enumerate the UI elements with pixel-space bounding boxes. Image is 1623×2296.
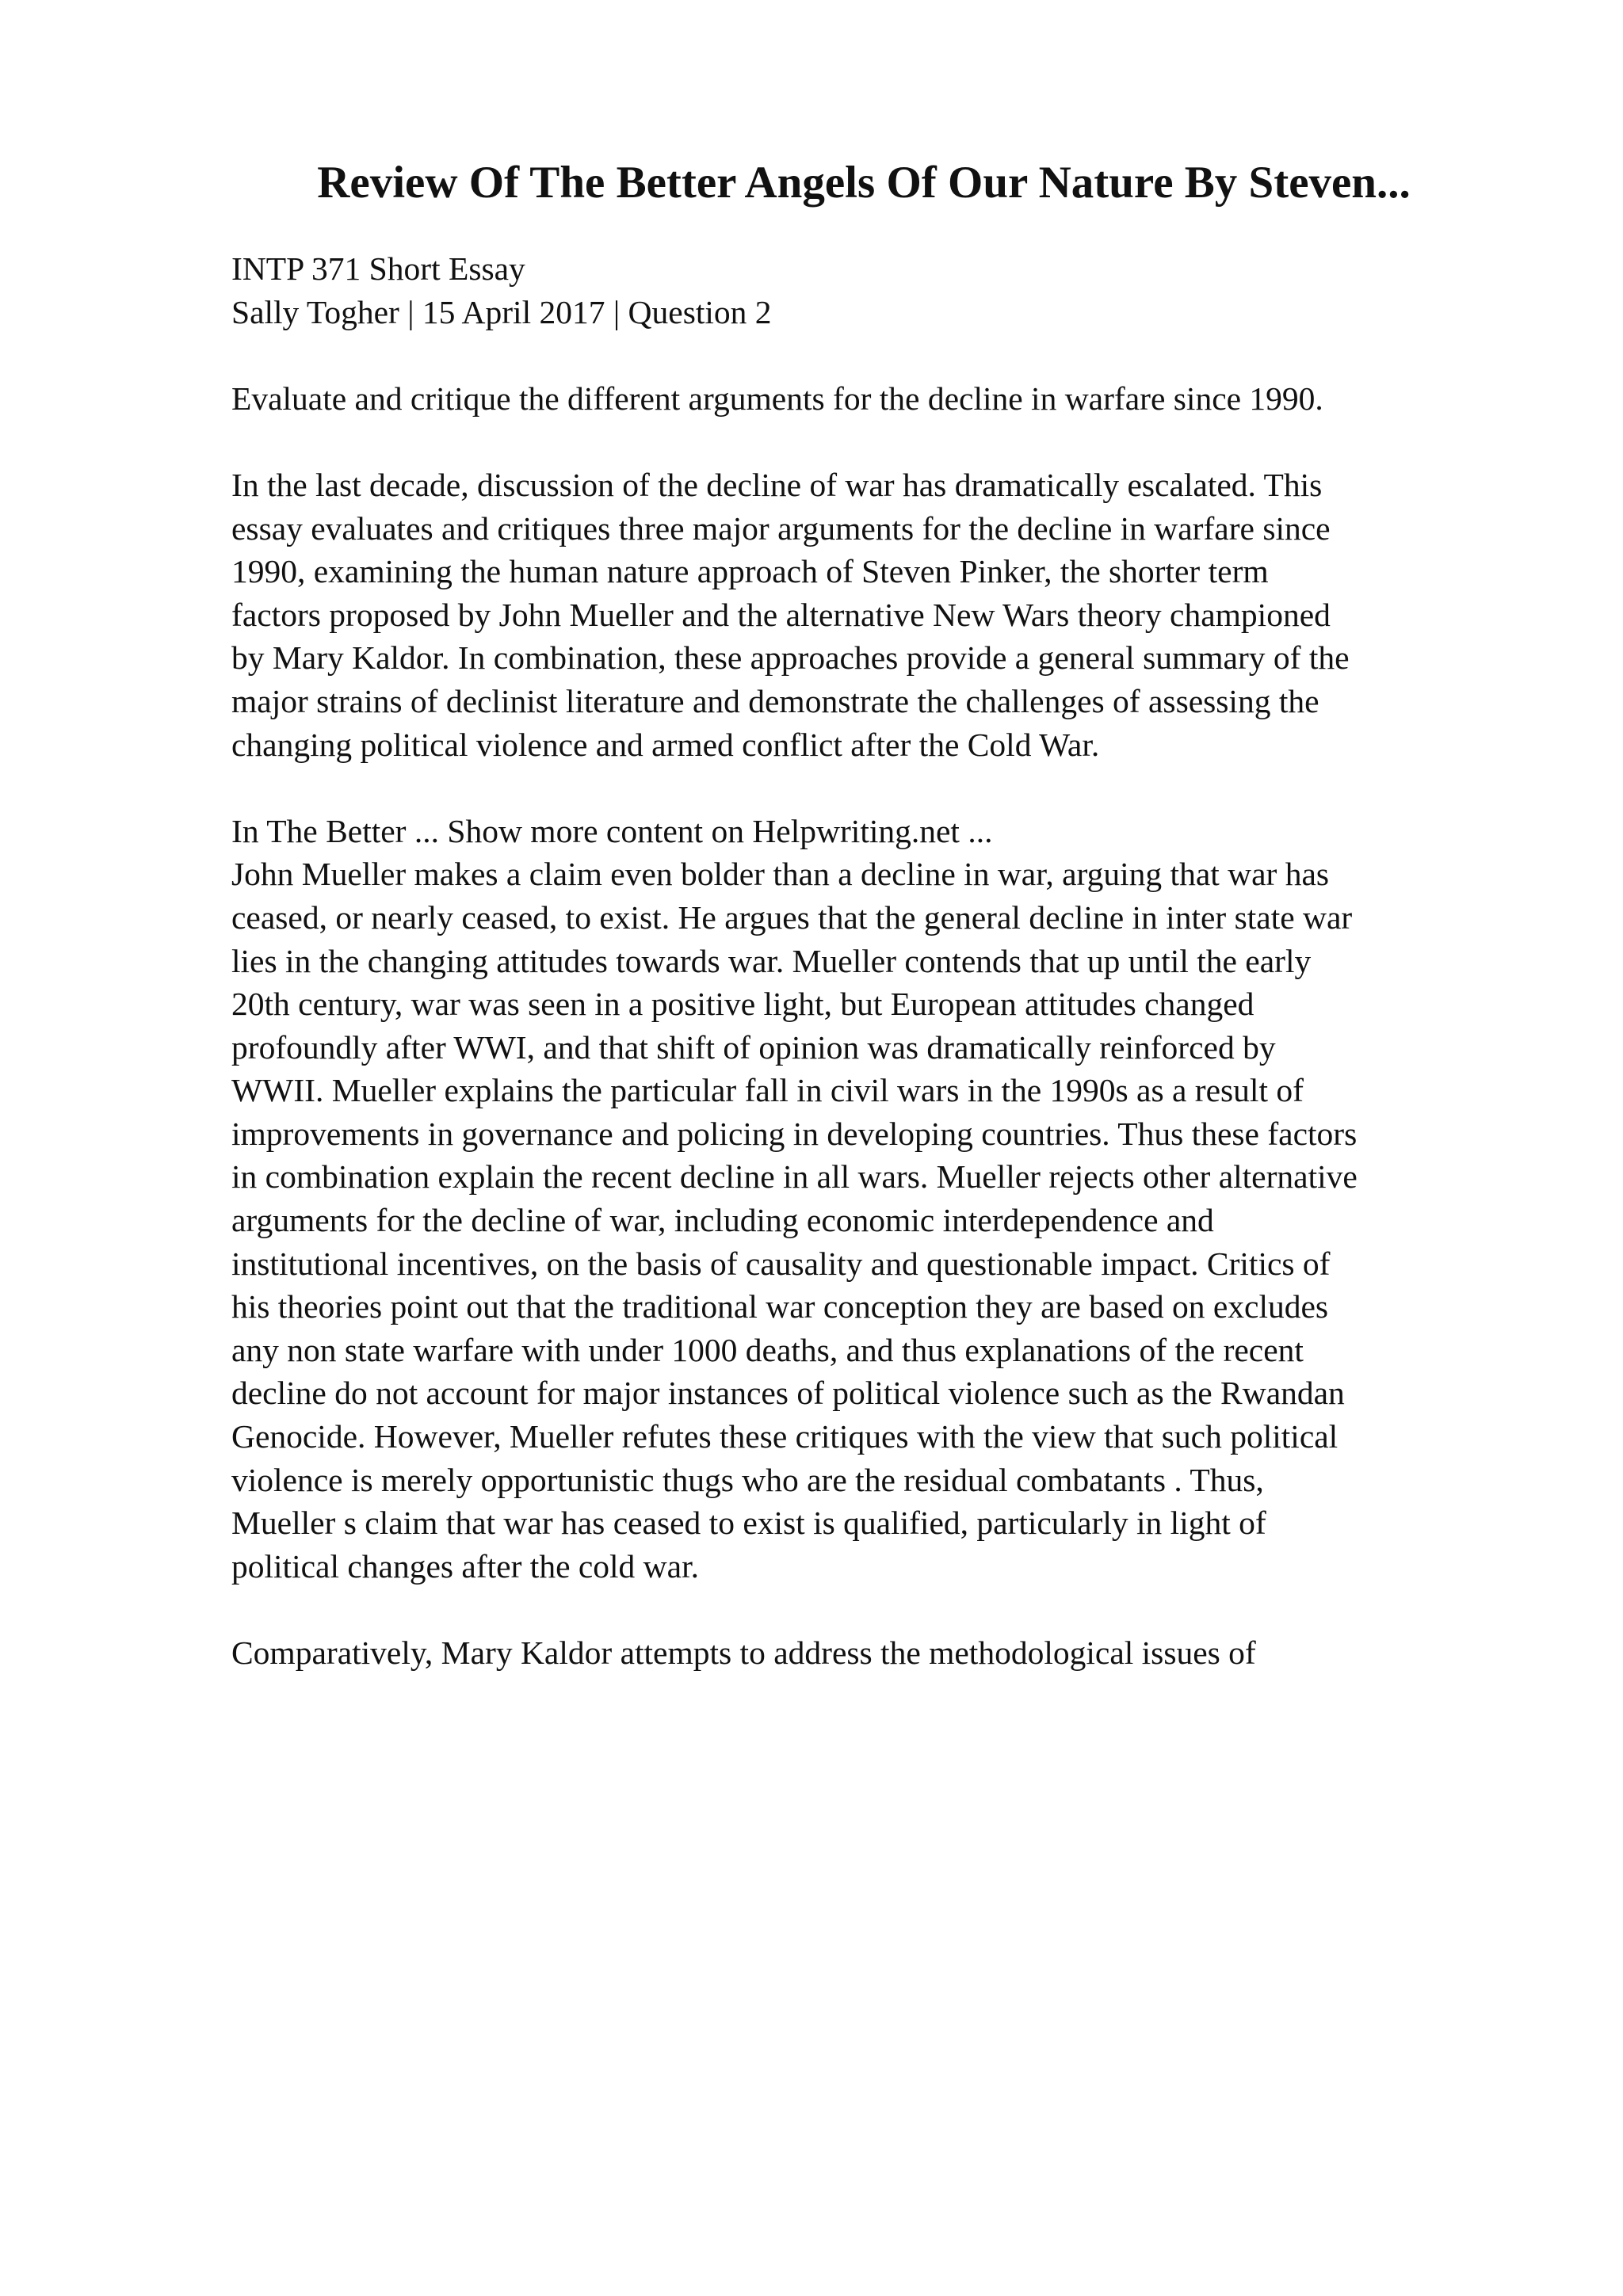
document-body bbox=[231, 247, 1499, 1675]
text-line: factors proposed by John Mueller and the alternative New Wars theory championed bbox=[231, 596, 1331, 633]
text-line: Comparatively, Mary Kaldor attempts to address the methodological issues of bbox=[231, 1634, 1256, 1671]
course-line: INTP 371 Short Essay bbox=[231, 250, 525, 287]
spacer bbox=[231, 420, 1499, 463]
paragraph-mueller bbox=[231, 810, 1499, 1589]
paragraph-kaldor bbox=[231, 1631, 1499, 1675]
paragraph-intro bbox=[231, 463, 1499, 766]
text-line: 20th century, war was seen in a positive light, but European attitudes changed bbox=[231, 986, 1254, 1023]
text-line: ceased, or nearly ceased, to exist. He argues that the general decline in inter state war bbox=[231, 898, 1353, 936]
text-line: major strains of declinist literature and demonstrate the challenges of assessing the bbox=[231, 682, 1319, 719]
text-line: In the last decade, discussion of the decline of war has dramatically escalated. This bbox=[231, 466, 1323, 503]
text-line: John Mueller makes a claim even bolder than a decline in war, arguing that war has bbox=[231, 856, 1330, 893]
text-line: WWII. Mueller explains the particular fall in civil wars in the 1990s as a result of bbox=[231, 1072, 1304, 1109]
text-line: political changes after the cold war. bbox=[231, 1547, 699, 1585]
text-line: his theories point out that the traditional war conception they are based on excludes bbox=[231, 1288, 1329, 1325]
text-line: changing political violence and armed conflict after the Cold War. bbox=[231, 726, 1100, 763]
text-line: essay evaluates and critiques three major arguments for the decline in warfare since bbox=[231, 509, 1331, 547]
text-line: Mueller s claim that war has ceased to exist is qualified, particularly in light of bbox=[231, 1505, 1266, 1542]
spacer bbox=[231, 1588, 1499, 1631]
text-line: by Mary Kaldor. In combination, these approaches provide a general summary of the bbox=[231, 639, 1350, 677]
text-line: improvements in governance and policing in developing countries. Thus these factors bbox=[231, 1115, 1358, 1152]
text-line: lies in the changing attitudes towards war. Mueller contends that up until the early bbox=[231, 942, 1312, 979]
essay-question: Evaluate and critique the different arguments for the decline in warfare since 1990. bbox=[231, 379, 1323, 417]
spacer bbox=[231, 766, 1499, 810]
text-line: In The Better ... Show more content on Helpwriting.net ... bbox=[231, 812, 993, 849]
byline: Sally Togher | 15 April 2017 | Question 2 bbox=[231, 293, 772, 330]
text-line: 1990, examining the human nature approach of Steven Pinker, the shorter term bbox=[231, 553, 1269, 590]
spacer bbox=[231, 334, 1499, 377]
document-title: Review Of The Better Angels Of Our Nature By Steven... bbox=[317, 158, 1411, 208]
text-line: in combination explain the recent decline in all wars. Mueller rejects other alternative bbox=[231, 1158, 1358, 1196]
text-line: any non state warfare with under 1000 deaths, and thus explanations of the recent bbox=[231, 1331, 1304, 1368]
text-line: violence is merely opportunistic thugs who are the residual combatants . Thus, bbox=[231, 1461, 1264, 1498]
text-line: arguments for the decline of war, including economic interdependence and bbox=[231, 1202, 1214, 1239]
text-line: Genocide. However, Mueller refutes these critiques with the view that such political bbox=[231, 1418, 1338, 1455]
text-line: institutional incentives, on the basis of causality and questionable impact. Critics of bbox=[231, 1245, 1331, 1282]
text-line: decline do not account for major instances of political violence such as the Rwandan bbox=[231, 1375, 1345, 1412]
text-line: profoundly after WWI, and that shift of opinion was dramatically reinforced by bbox=[231, 1028, 1276, 1066]
